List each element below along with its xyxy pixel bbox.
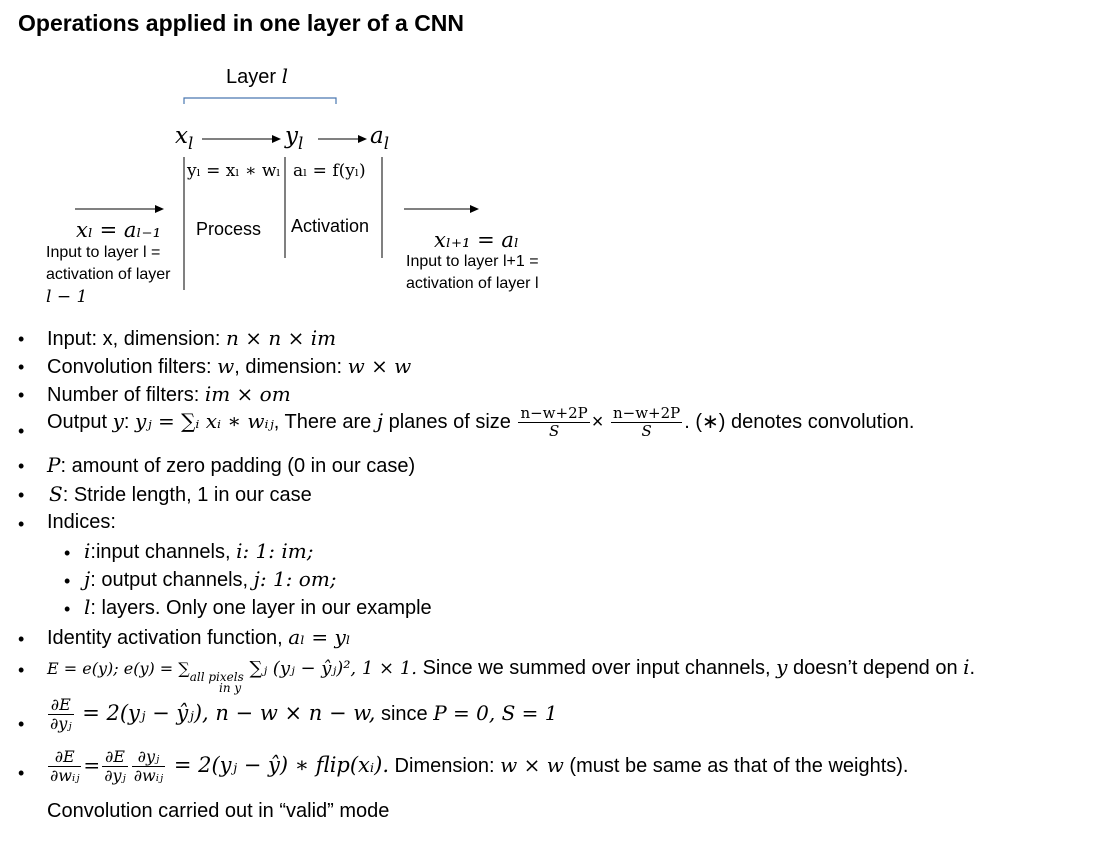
sub-bullet-marker: •: [64, 599, 71, 619]
bullet-marker: •: [18, 714, 25, 734]
sub-bullet-marker: •: [64, 543, 71, 563]
bullet-marker: •: [18, 421, 25, 441]
page-title: Operations applied in one layer of a CNN: [18, 10, 465, 36]
bullet-activation: Identity activation function, aₗ = yₗ: [47, 625, 351, 649]
activation-equation: aₗ = f(yₗ): [293, 161, 366, 181]
sub-bullet-marker: •: [64, 571, 71, 591]
bullet-output: Output y: yⱼ = ∑ᵢ xᵢ ∗ wᵢⱼ, There are j planes of size $\frac{n-w+2P}{S}$ × $\frac{n-w+2P}{S}$ . (∗) denotes convolution.: [47, 404, 915, 441]
input-equation: xₗ = aₗ₋₁: [76, 218, 162, 242]
layer-label-text: Layer: [226, 66, 277, 88]
bullet-error: E = e(y); $e(y) = \sum_{all pixels}$ ∑ⱼ (yⱼ − ŷⱼ)², 1 × 1. Since we summed over input channels, y doesn’t depend on i.: [47, 655, 976, 684]
node-y: $y_l$: [285, 123, 304, 153]
bullet-gradient-y: $\frac{\partial E}{\text{∂yⱼ}}$ = 2(yⱼ − ŷⱼ), n − w × n − w, since P = 0, S = 1: [50, 695, 558, 734]
output-equation: xₗ₊₁ = aₗ: [434, 228, 520, 252]
output-desc-2: activation of layer l: [406, 275, 539, 292]
input-desc-3: l − 1: [46, 287, 88, 307]
index-layers: l: layers. Only one layer in our example: [84, 595, 432, 619]
bullet-marker: •: [18, 456, 25, 476]
process-label: Process: [196, 219, 262, 239]
node-a: $a_l$: [370, 123, 390, 153]
dE-dw-fraction: $\frac{\partial E}{\text{∂wᵢⱼ}}$: [50, 747, 80, 786]
dE-dy-fraction: $\frac{\partial E}{\text{∂yⱼ}}$: [50, 695, 72, 734]
layer-label-var: l: [281, 64, 288, 88]
dE-dy-chain-fraction: $\frac{\partial E}{\text{∂yⱼ}}$: [104, 747, 126, 786]
process-equation: yₗ = xₗ ∗ wₗ: [187, 161, 281, 181]
output-desc-1: Input to layer l+1 =: [406, 253, 539, 270]
bullet-filters: Convolution filters: w, dimension: w × w: [47, 354, 412, 378]
bullet-marker: •: [18, 485, 25, 505]
bullet-stride: S: Stride length, 1 in our case: [49, 482, 312, 506]
bullet-marker: •: [18, 357, 25, 377]
activation-label: Activation: [291, 216, 370, 236]
bullet-marker: •: [18, 629, 25, 649]
convolution-mode-note: Convolution carried out in “valid” mode: [47, 800, 390, 822]
bullet-indices: Indices:: [47, 511, 116, 533]
index-input-channels: i:input channels, i: 1: im;: [84, 539, 314, 563]
plane-size-fraction-2: $\frac{n-w+2P}{S}$: [612, 404, 681, 441]
bullet-input: Input: x, dimension: n × n × im: [47, 326, 337, 350]
bullet-marker: •: [18, 660, 25, 680]
layer-brace: [184, 98, 336, 104]
bullet-marker: •: [18, 763, 25, 783]
bullet-marker: •: [18, 514, 25, 534]
bullet-marker: •: [18, 385, 25, 405]
input-desc-1: Input to layer l =: [46, 244, 161, 261]
bullet-padding: P: amount of zero padding (0 in our case): [47, 453, 416, 477]
input-desc-2: activation of layer: [46, 266, 171, 283]
bullet-marker: •: [18, 329, 25, 349]
bullet-num-filters: Number of filters: im × om: [47, 382, 291, 406]
node-x: $x_l$: [175, 123, 194, 153]
plane-size-fraction-1: $\frac{n-w+2P}{S}$: [520, 404, 588, 441]
error-sum-subscript: in y: [219, 681, 242, 695]
bullet-gradient-w: $\frac{\partial E}{\text{∂wᵢⱼ}}$ = $\frac{\partial E}{\text{∂yⱼ}}$ $\frac{\text{∂yⱼ}}{\text{∂wᵢⱼ}}$ = 2(yⱼ − ŷ) ∗ flip(xᵢ). Dimension: w × w (must be same as that of the weights).: [50, 747, 909, 786]
dy-dw-chain-fraction: $\frac{\text{∂yⱼ}}{\text{∂wᵢⱼ}}$: [133, 747, 164, 786]
index-output-channels: j: output channels, j: 1: om;: [84, 567, 337, 591]
